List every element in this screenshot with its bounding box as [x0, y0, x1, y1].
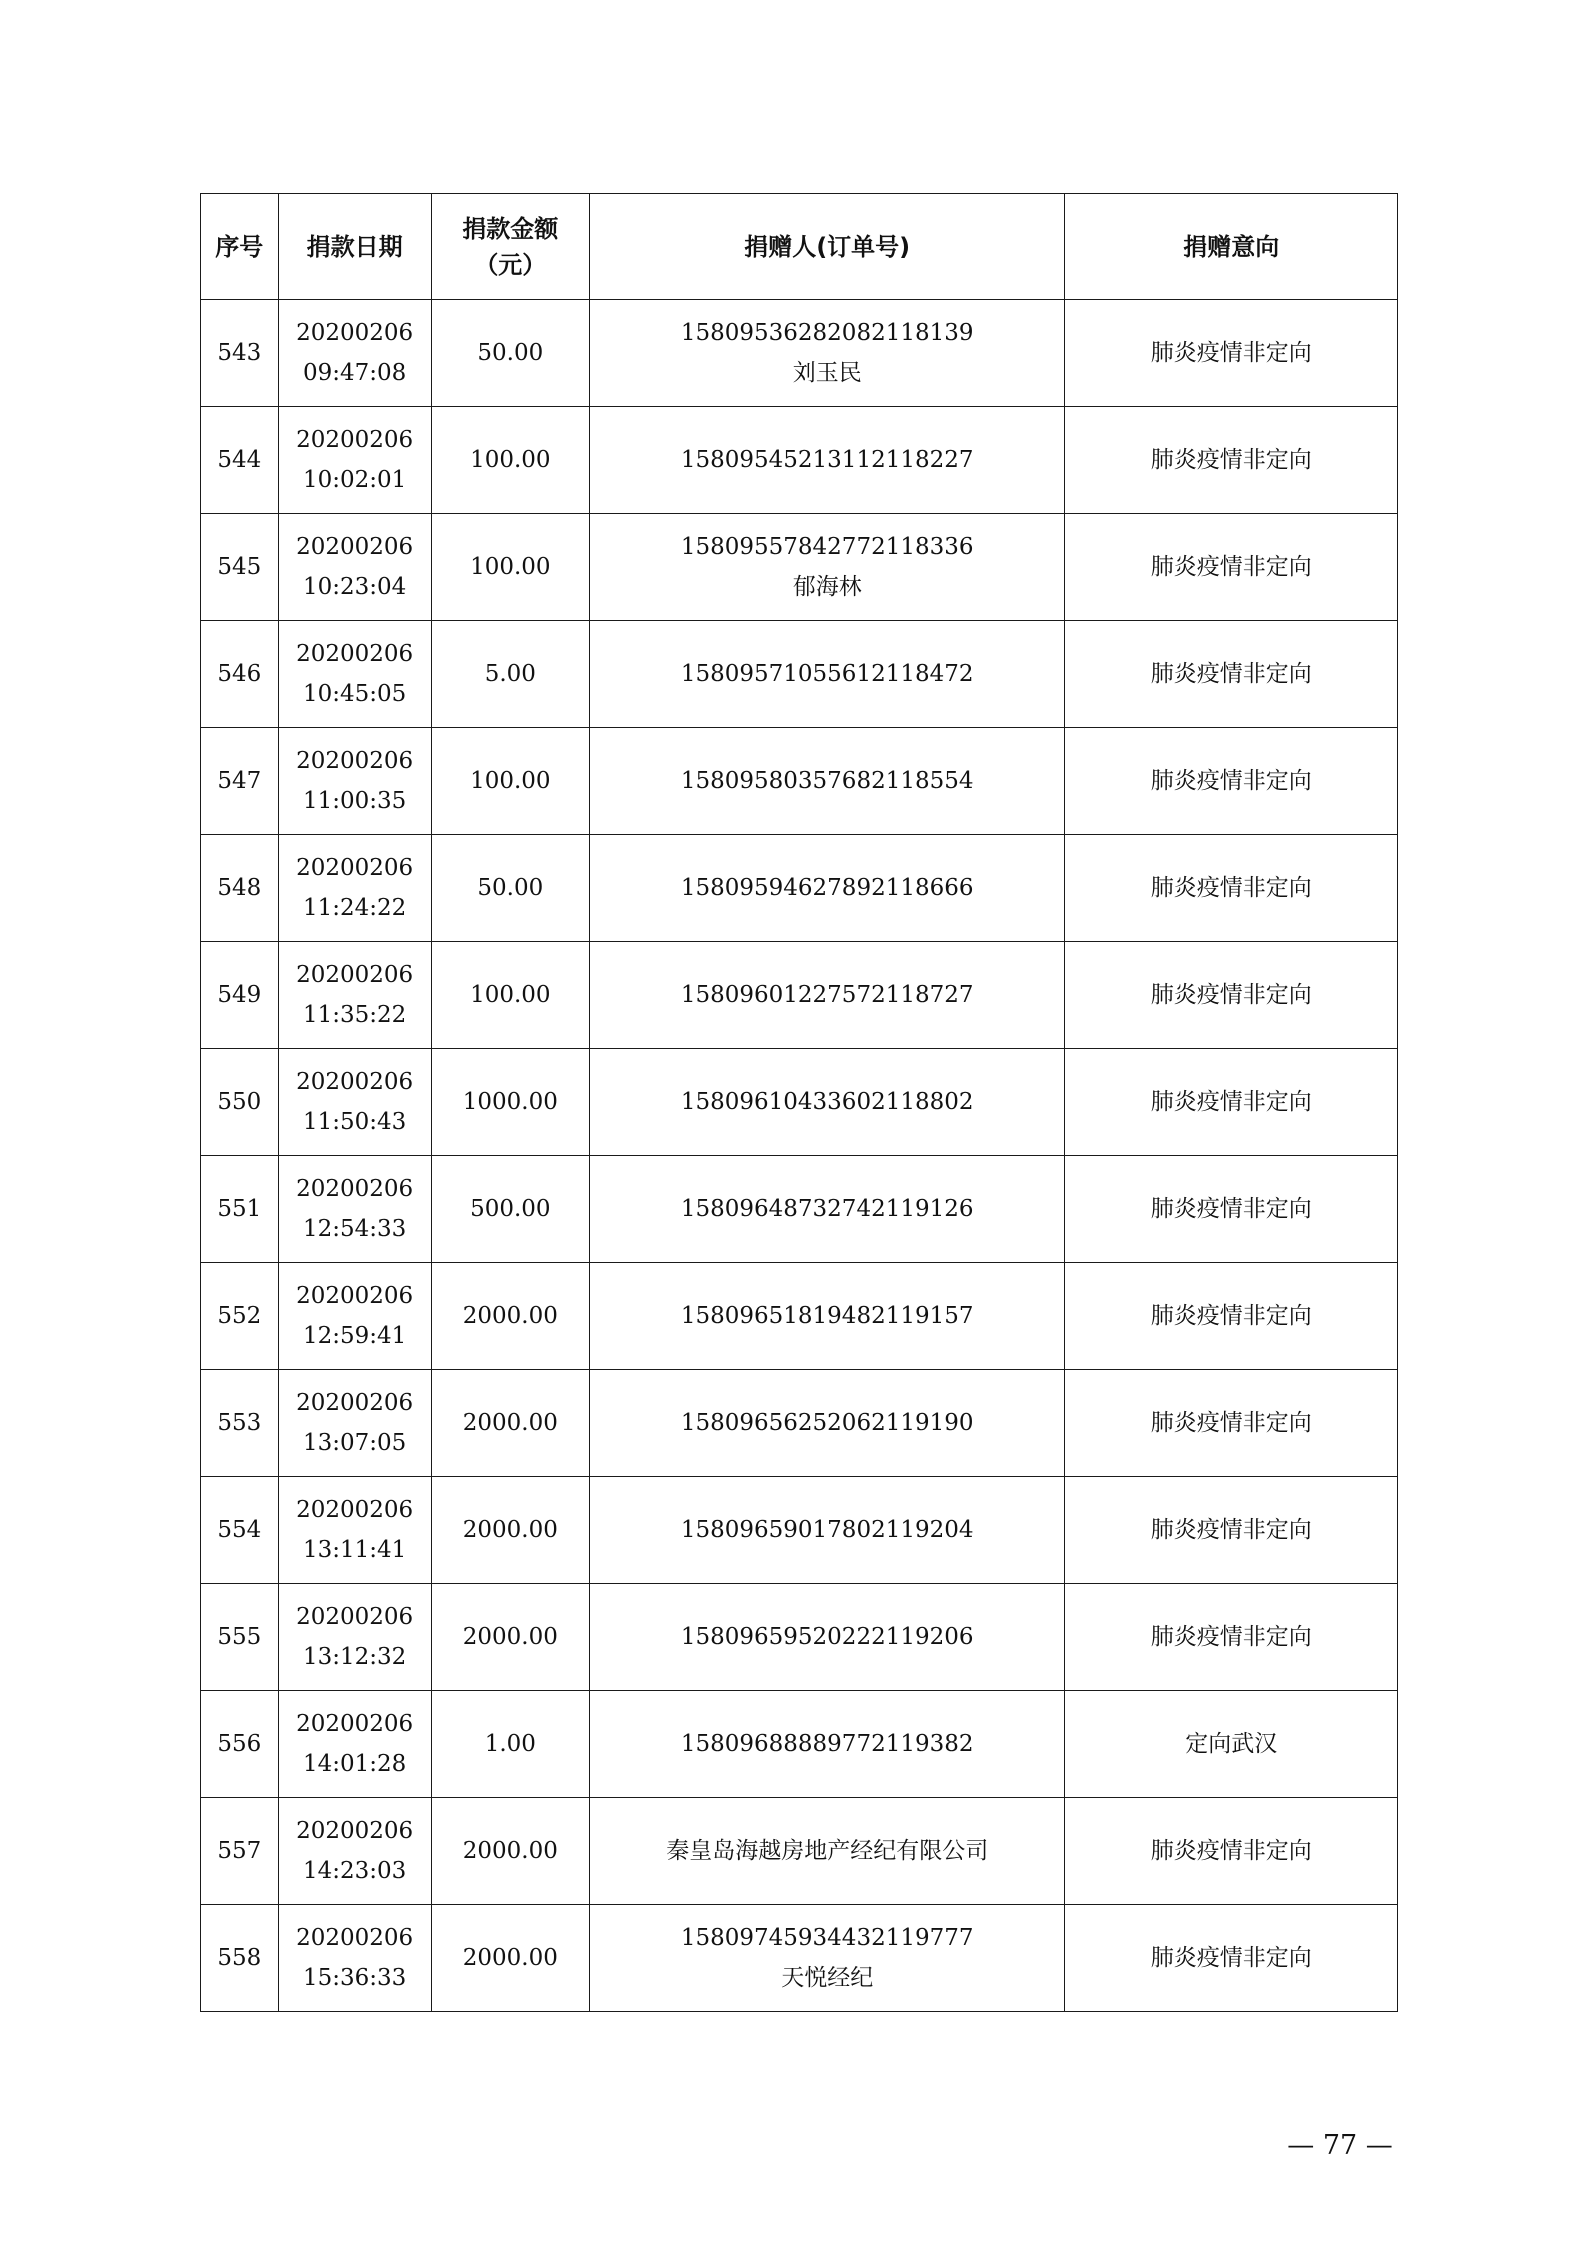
table-row — [201, 1049, 1398, 1156]
table-row — [201, 407, 1398, 514]
order-number: 15809688889772119382 — [680, 1731, 974, 1757]
table-row — [201, 621, 1398, 728]
cell-amount — [431, 1049, 589, 1156]
date-value: 20200206 — [296, 1604, 414, 1630]
cell-date — [278, 1584, 431, 1691]
table-header-row — [201, 194, 1398, 300]
table-row — [201, 1370, 1398, 1477]
cell-donor — [589, 1156, 1065, 1263]
time-value: 12:54:33 — [302, 1216, 407, 1242]
amount-value: 1000.00 — [462, 1089, 558, 1115]
purpose-value: 肺炎疫情非定向 — [1150, 1303, 1312, 1329]
time-value: 14:01:28 — [302, 1751, 407, 1777]
header-amount-line1: 捐款金额 — [462, 214, 559, 243]
cell-donor — [589, 514, 1065, 621]
cell-donor — [589, 407, 1065, 514]
purpose-value: 肺炎疫情非定向 — [1150, 661, 1312, 687]
cell-date — [278, 1049, 431, 1156]
cell-donor — [589, 1263, 1065, 1370]
cell-amount — [431, 835, 589, 942]
seq-value: 551 — [217, 1196, 262, 1222]
cell-donor — [589, 1049, 1065, 1156]
purpose-value: 肺炎疫情非定向 — [1150, 1838, 1312, 1864]
table-row — [201, 514, 1398, 621]
seq-value: 552 — [217, 1303, 262, 1329]
cell-donor — [589, 621, 1065, 728]
cell-purpose — [1065, 1477, 1398, 1584]
order-number: 15809648732742119126 — [680, 1196, 974, 1222]
cell-seq — [201, 1905, 279, 2012]
cell-donor — [589, 1905, 1065, 2012]
order-number: 15809745934432119777 — [680, 1925, 974, 1951]
cell-donor — [589, 1584, 1065, 1691]
cell-date — [278, 1370, 431, 1477]
seq-value: 557 — [217, 1838, 262, 1864]
date-value: 20200206 — [296, 1711, 414, 1737]
cell-donor — [589, 300, 1065, 407]
purpose-value: 肺炎疫情非定向 — [1150, 340, 1312, 366]
order-number: 15809594627892118666 — [680, 875, 974, 901]
cell-date — [278, 1477, 431, 1584]
table-row — [201, 1584, 1398, 1691]
cell-amount — [431, 1905, 589, 2012]
seq-value: 543 — [217, 340, 262, 366]
table-row — [201, 1477, 1398, 1584]
amount-value: 1.00 — [484, 1731, 536, 1757]
purpose-value: 定向武汉 — [1185, 1731, 1278, 1757]
seq-value: 553 — [217, 1410, 262, 1436]
cell-seq — [201, 621, 279, 728]
time-value: 10:45:05 — [302, 681, 407, 707]
amount-value: 500.00 — [470, 1196, 551, 1222]
amount-value: 2000.00 — [462, 1838, 558, 1864]
date-value: 20200206 — [296, 1925, 414, 1951]
cell-amount — [431, 514, 589, 621]
cell-date — [278, 728, 431, 835]
seq-value: 549 — [217, 982, 262, 1008]
time-value: 11:24:22 — [302, 895, 407, 921]
cell-date — [278, 621, 431, 728]
seq-value: 558 — [217, 1945, 262, 1971]
cell-amount — [431, 1156, 589, 1263]
donor-name: 刘玉民 — [792, 360, 862, 386]
table-row — [201, 835, 1398, 942]
cell-purpose — [1065, 1370, 1398, 1477]
cell-donor — [589, 835, 1065, 942]
seq-value: 548 — [217, 875, 262, 901]
cell-purpose — [1065, 300, 1398, 407]
seq-value: 545 — [217, 554, 262, 580]
cell-date — [278, 1905, 431, 2012]
time-value: 14:23:03 — [302, 1858, 407, 1884]
date-value: 20200206 — [296, 855, 414, 881]
time-value: 11:00:35 — [302, 788, 407, 814]
purpose-value: 肺炎疫情非定向 — [1150, 447, 1312, 473]
purpose-value: 肺炎疫情非定向 — [1150, 768, 1312, 794]
cell-amount — [431, 942, 589, 1049]
header-amount — [431, 194, 589, 300]
cell-date — [278, 942, 431, 1049]
order-number: 15809571055612118472 — [680, 661, 974, 687]
cell-date — [278, 1156, 431, 1263]
cell-seq — [201, 1049, 279, 1156]
header-purpose: 捐赠意向 — [1065, 194, 1398, 300]
cell-purpose — [1065, 1156, 1398, 1263]
cell-seq — [201, 942, 279, 1049]
table-row — [201, 942, 1398, 1049]
cell-purpose — [1065, 621, 1398, 728]
order-number: 15809610433602118802 — [680, 1089, 974, 1115]
purpose-value: 肺炎疫情非定向 — [1150, 875, 1312, 901]
cell-amount — [431, 1798, 589, 1905]
table-row — [201, 728, 1398, 835]
cell-amount — [431, 1584, 589, 1691]
order-number: 秦皇岛海越房地产经纪有限公司 — [666, 1838, 989, 1864]
cell-seq — [201, 1370, 279, 1477]
amount-value: 50.00 — [477, 875, 544, 901]
date-value: 20200206 — [296, 748, 414, 774]
time-value: 10:23:04 — [302, 574, 407, 600]
cell-donor — [589, 1798, 1065, 1905]
cell-amount — [431, 1477, 589, 1584]
cell-purpose — [1065, 1798, 1398, 1905]
cell-seq — [201, 728, 279, 835]
amount-value: 100.00 — [470, 982, 551, 1008]
cell-purpose — [1065, 1263, 1398, 1370]
cell-amount — [431, 407, 589, 514]
time-value: 13:11:41 — [302, 1537, 407, 1563]
cell-purpose — [1065, 942, 1398, 1049]
cell-date — [278, 300, 431, 407]
cell-donor — [589, 1477, 1065, 1584]
cell-amount — [431, 621, 589, 728]
amount-value: 100.00 — [470, 447, 551, 473]
table-row — [201, 1263, 1398, 1370]
cell-date — [278, 407, 431, 514]
order-number: 15809659017802119204 — [680, 1517, 974, 1543]
cell-seq — [201, 1691, 279, 1798]
header-seq: 序号 — [201, 194, 279, 300]
purpose-value: 肺炎疫情非定向 — [1150, 1624, 1312, 1650]
cell-purpose — [1065, 1905, 1398, 2012]
date-value: 20200206 — [296, 1818, 414, 1844]
cell-seq — [201, 1798, 279, 1905]
table-row — [201, 300, 1398, 407]
cell-donor — [589, 942, 1065, 1049]
donor-name: 天悦经纪 — [781, 1965, 874, 1991]
cell-purpose — [1065, 407, 1398, 514]
time-value: 11:35:22 — [302, 1002, 407, 1028]
cell-date — [278, 1691, 431, 1798]
cell-donor — [589, 1691, 1065, 1798]
purpose-value: 肺炎疫情非定向 — [1150, 1410, 1312, 1436]
cell-purpose — [1065, 728, 1398, 835]
order-number: 15809651819482119157 — [680, 1303, 974, 1329]
purpose-value: 肺炎疫情非定向 — [1150, 1517, 1312, 1543]
cell-seq — [201, 514, 279, 621]
cell-purpose — [1065, 1691, 1398, 1798]
cell-purpose — [1065, 835, 1398, 942]
amount-value: 100.00 — [470, 554, 551, 580]
cell-purpose — [1065, 1049, 1398, 1156]
date-value: 20200206 — [296, 1069, 414, 1095]
time-value: 09:47:08 — [302, 360, 407, 386]
amount-value: 2000.00 — [462, 1517, 558, 1543]
date-value: 20200206 — [296, 1497, 414, 1523]
date-value: 20200206 — [296, 1390, 414, 1416]
order-number: 15809557842772118336 — [680, 534, 974, 560]
cell-amount — [431, 1263, 589, 1370]
date-value: 20200206 — [296, 962, 414, 988]
header-amount-line2: （元） — [474, 250, 547, 279]
date-value: 20200206 — [296, 1176, 414, 1202]
purpose-value: 肺炎疫情非定向 — [1150, 982, 1312, 1008]
order-number: 15809536282082118139 — [680, 320, 974, 346]
cell-date — [278, 514, 431, 621]
seq-value: 556 — [217, 1731, 262, 1757]
time-value: 11:50:43 — [302, 1109, 407, 1135]
cell-seq — [201, 835, 279, 942]
cell-seq — [201, 1263, 279, 1370]
order-number: 15809545213112118227 — [680, 447, 974, 473]
amount-value: 2000.00 — [462, 1410, 558, 1436]
donation-table — [200, 193, 1398, 2012]
seq-value: 554 — [217, 1517, 262, 1543]
cell-donor — [589, 1370, 1065, 1477]
page-number: — 77 — — [1287, 2130, 1393, 2161]
cell-amount — [431, 1370, 589, 1477]
amount-value: 2000.00 — [462, 1945, 558, 1971]
amount-value: 100.00 — [470, 768, 551, 794]
date-value: 20200206 — [296, 320, 414, 346]
table-row — [201, 1691, 1398, 1798]
time-value: 15:36:33 — [302, 1965, 407, 1991]
date-value: 20200206 — [296, 641, 414, 667]
purpose-value: 肺炎疫情非定向 — [1150, 1945, 1312, 1971]
cell-date — [278, 1798, 431, 1905]
order-number: 15809656252062119190 — [680, 1410, 974, 1436]
cell-amount — [431, 300, 589, 407]
cell-donor — [589, 728, 1065, 835]
table-row — [201, 1905, 1398, 2012]
cell-purpose — [1065, 514, 1398, 621]
amount-value: 50.00 — [477, 340, 544, 366]
date-value: 20200206 — [296, 1283, 414, 1309]
cell-date — [278, 835, 431, 942]
seq-value: 546 — [217, 661, 262, 687]
table-row — [201, 1156, 1398, 1263]
donor-name: 郁海林 — [792, 574, 862, 600]
order-number: 15809659520222119206 — [680, 1624, 974, 1650]
cell-date — [278, 1263, 431, 1370]
cell-amount — [431, 728, 589, 835]
seq-value: 550 — [217, 1089, 262, 1115]
time-value: 10:02:01 — [302, 467, 407, 493]
date-value: 20200206 — [296, 427, 414, 453]
seq-value: 544 — [217, 447, 262, 473]
order-number: 15809580357682118554 — [680, 768, 974, 794]
amount-value: 2000.00 — [462, 1624, 558, 1650]
cell-amount — [431, 1691, 589, 1798]
seq-value: 547 — [217, 768, 262, 794]
cell-seq — [201, 1477, 279, 1584]
purpose-value: 肺炎疫情非定向 — [1150, 1089, 1312, 1115]
purpose-value: 肺炎疫情非定向 — [1150, 1196, 1312, 1222]
purpose-value: 肺炎疫情非定向 — [1150, 554, 1312, 580]
order-number: 15809601227572118727 — [680, 982, 974, 1008]
cell-seq — [201, 1584, 279, 1691]
table-row — [201, 1798, 1398, 1905]
cell-purpose — [1065, 1584, 1398, 1691]
date-value: 20200206 — [296, 534, 414, 560]
amount-value: 2000.00 — [462, 1303, 558, 1329]
time-value: 13:07:05 — [302, 1430, 407, 1456]
cell-seq — [201, 407, 279, 514]
header-date: 捐款日期 — [278, 194, 431, 300]
cell-seq — [201, 1156, 279, 1263]
cell-seq — [201, 300, 279, 407]
seq-value: 555 — [217, 1624, 262, 1650]
time-value: 12:59:41 — [302, 1323, 407, 1349]
amount-value: 5.00 — [484, 661, 536, 687]
header-donor: 捐赠人(订单号) — [589, 194, 1065, 300]
time-value: 13:12:32 — [302, 1644, 407, 1670]
